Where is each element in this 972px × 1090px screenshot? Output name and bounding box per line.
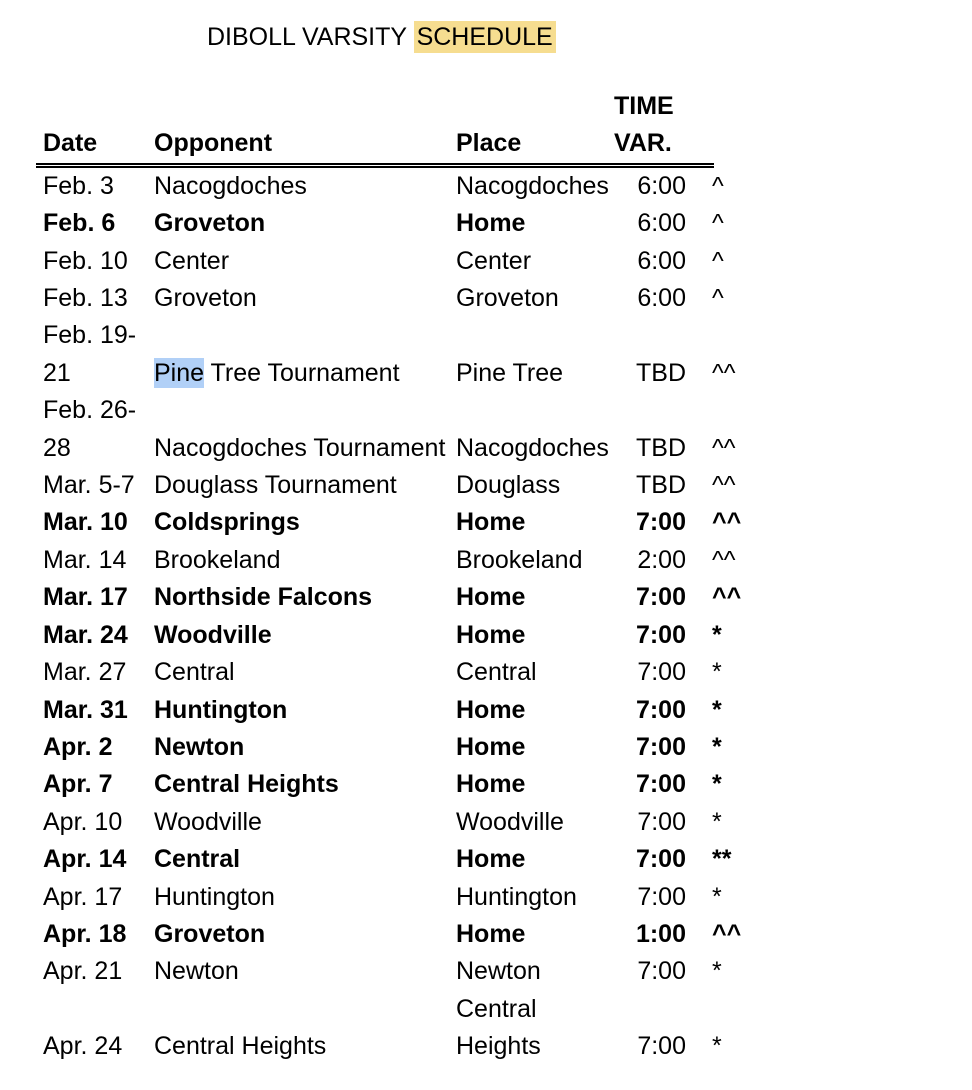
table-row: [36, 542, 736, 579]
cell-opponent: Coldsprings: [154, 508, 300, 537]
cell-date: Apr. 21: [43, 957, 123, 986]
cell-opponent: Central: [154, 845, 241, 874]
cell-var-mark: *: [712, 957, 722, 986]
cell-date: Feb. 6: [43, 209, 116, 238]
table-header-row: [36, 88, 714, 168]
cell-date: Feb. 10: [43, 246, 128, 275]
title-highlight: SCHEDULE: [414, 21, 556, 53]
cell-place: Center: [456, 246, 532, 275]
cell-opponent: Northside Falcons: [154, 583, 373, 612]
cell-opponent: Central Heights: [154, 1032, 327, 1061]
cell-place: Newton: [456, 957, 541, 986]
cell-time: 7:00: [635, 620, 686, 649]
cell-var-mark: ^^: [712, 471, 736, 500]
cell-time: 7:00: [637, 658, 686, 687]
cell-time: 1:00: [635, 919, 686, 948]
cell-var-mark: ^: [712, 171, 724, 200]
cell-date: Apr. 10: [43, 807, 123, 836]
table-row: [36, 617, 722, 654]
cell-var-mark: ^^: [712, 919, 742, 948]
table-row: [36, 991, 722, 1066]
cell-opponent: Nacogdoches Tournament: [154, 433, 446, 462]
table-body: [36, 168, 742, 1066]
table-row: [36, 504, 742, 541]
cell-place: Home: [456, 732, 526, 761]
cell-date: Apr. 18: [43, 919, 127, 948]
cell-opponent: Nacogdoches: [154, 171, 307, 200]
cell-opponent: Huntington: [154, 695, 288, 724]
cell-var-mark: *: [712, 658, 722, 687]
cell-date: Feb. 13: [43, 284, 128, 313]
cell-var-mark: ^^: [712, 358, 736, 387]
cell-var-mark: ^: [712, 284, 724, 313]
table-row: [36, 579, 742, 616]
header-time-var: TIME VAR.: [614, 92, 674, 158]
cell-place: Pine Tree: [456, 358, 564, 387]
cell-date: Apr. 24: [43, 1032, 123, 1061]
cell-opponent: Newton: [154, 732, 245, 761]
cell-var-mark: ^: [712, 246, 724, 275]
table-row: [36, 729, 722, 766]
table-row: [36, 692, 722, 729]
cell-place: Nacogdoches: [456, 171, 609, 200]
table-row: [36, 168, 724, 205]
cell-time: 6:00: [637, 209, 686, 238]
title-text: DIBOLL VARSITY: [207, 23, 414, 51]
table-row: [36, 841, 732, 878]
selected-text[interactable]: Pine: [154, 358, 205, 387]
cell-place: Home: [456, 845, 526, 874]
cell-time: 7:00: [635, 508, 686, 537]
cell-time: 7:00: [637, 1032, 686, 1061]
cell-var-mark: *: [712, 732, 722, 761]
cell-opponent: [154, 355, 456, 392]
schedule-table: [36, 88, 742, 1066]
page-title: [207, 19, 556, 56]
table-row: [36, 953, 722, 990]
cell-date: Feb. 3: [43, 171, 114, 200]
cell-var-mark: *: [712, 1032, 722, 1061]
cell-date: Feb. 19-21: [43, 321, 137, 387]
cell-place: Home: [456, 620, 526, 649]
cell-time: 7:00: [637, 882, 686, 911]
cell-time: 7:00: [635, 770, 686, 799]
cell-opponent: Douglass Tournament: [154, 471, 397, 500]
table-row: [36, 392, 736, 467]
cell-var-mark: ^^: [712, 545, 736, 574]
cell-time: TBD: [636, 471, 686, 500]
cell-date: Feb. 26-28: [43, 396, 137, 462]
cell-date: Apr. 17: [43, 882, 123, 911]
cell-time: 2:00: [637, 545, 686, 574]
cell-opponent: Groveton: [154, 919, 266, 948]
cell-place: Central: [456, 658, 537, 687]
cell-place: Home: [456, 919, 526, 948]
table-row: [36, 804, 722, 841]
table-row: [36, 879, 722, 916]
cell-date: Mar. 5-7: [43, 471, 135, 500]
cell-opponent: Huntington: [154, 882, 275, 911]
cell-opponent: Groveton: [154, 209, 266, 238]
cell-opponent: Newton: [154, 957, 239, 986]
cell-date: Mar. 14: [43, 545, 127, 574]
cell-var-mark: *: [712, 695, 722, 724]
cell-var-mark: **: [712, 845, 732, 874]
cell-time: 7:00: [635, 583, 686, 612]
cell-place: Nacogdoches: [456, 433, 609, 462]
cell-var-mark: ^^: [712, 433, 736, 462]
cell-date: Apr. 14: [43, 845, 127, 874]
cell-place: Home: [456, 583, 526, 612]
table-row: [36, 280, 724, 317]
cell-date: Apr. 2: [43, 732, 113, 761]
cell-place: Home: [456, 770, 526, 799]
cell-time: 7:00: [635, 732, 686, 761]
cell-var-mark: ^^: [712, 583, 742, 612]
cell-place: Central Heights: [456, 994, 541, 1061]
table-row: [36, 205, 724, 242]
cell-var-mark: *: [712, 882, 722, 911]
cell-time: 7:00: [635, 845, 686, 874]
cell-date: Apr. 7: [43, 770, 113, 799]
cell-time: 7:00: [635, 695, 686, 724]
header-date: Date: [43, 129, 98, 158]
cell-place: Brookeland: [456, 545, 583, 574]
cell-place: Home: [456, 209, 526, 238]
cell-date: Mar. 31: [43, 695, 128, 724]
cell-date: Mar. 10: [43, 508, 128, 537]
cell-opponent: Central: [154, 658, 235, 687]
cell-var-mark: ^: [712, 209, 724, 238]
cell-opponent: Brookeland: [154, 545, 281, 574]
cell-time: 6:00: [637, 284, 686, 313]
cell-time: 7:00: [637, 807, 686, 836]
cell-opponent: Woodville: [154, 807, 262, 836]
cell-place: Home: [456, 508, 526, 537]
header-place: Place: [456, 129, 522, 158]
header-opponent: Opponent: [154, 129, 273, 158]
cell-date: Mar. 24: [43, 620, 128, 649]
cell-place: Home: [456, 695, 526, 724]
cell-time: TBD: [636, 433, 686, 462]
cell-opponent: Woodville: [154, 620, 272, 649]
table-row: [36, 467, 736, 504]
table-row: [36, 916, 742, 953]
table-row: [36, 317, 736, 392]
cell-var-mark: *: [712, 770, 722, 799]
cell-time: 6:00: [637, 246, 686, 275]
opponent-text: Tree Tournament: [204, 358, 400, 387]
cell-var-mark: *: [712, 620, 722, 649]
table-row: [36, 766, 722, 803]
table-row: [36, 243, 724, 280]
cell-opponent: Groveton: [154, 284, 257, 313]
cell-time: 7:00: [637, 957, 686, 986]
cell-time: 6:00: [637, 171, 686, 200]
cell-opponent: Center: [154, 246, 230, 275]
cell-place: Huntington: [456, 882, 577, 911]
cell-time: TBD: [636, 358, 686, 387]
table-row: [36, 654, 722, 691]
cell-place: Groveton: [456, 284, 559, 313]
cell-place: Woodville: [456, 807, 564, 836]
cell-date: Mar. 27: [43, 658, 127, 687]
cell-place: Douglass: [456, 471, 561, 500]
cell-date: Mar. 17: [43, 583, 128, 612]
cell-var-mark: ^^: [712, 508, 742, 537]
cell-var-mark: *: [712, 807, 722, 836]
cell-opponent: Central Heights: [154, 770, 339, 799]
